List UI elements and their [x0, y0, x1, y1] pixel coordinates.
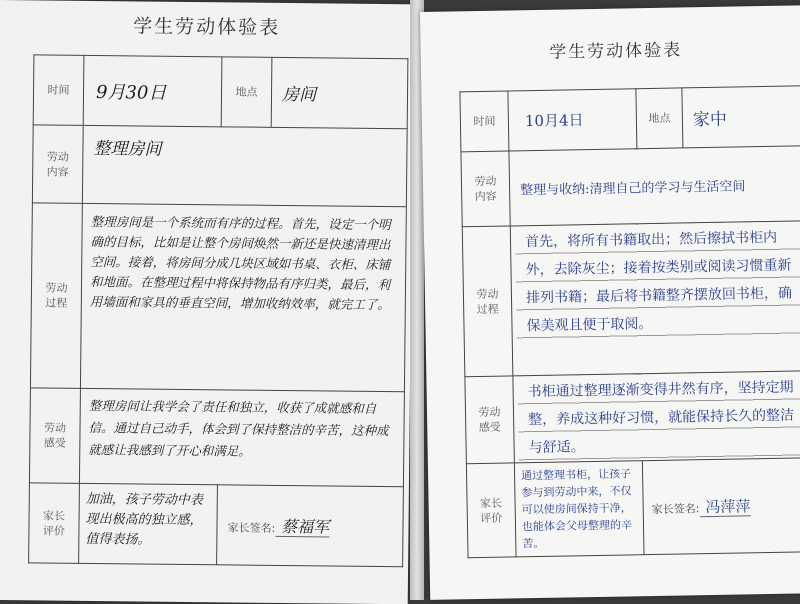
right-form-table [459, 85, 800, 558]
left-label-content-text: 劳动内容 [46, 149, 69, 179]
left-parent-sign-label: 家长签名: [227, 521, 276, 535]
left-label-process [30, 203, 82, 389]
right-parent-sign-label: 家长签名: [651, 502, 700, 517]
right-label-process [462, 226, 513, 377]
right-value-signature [642, 458, 800, 555]
right-label-content-text: 劳动内容 [474, 174, 497, 204]
left-label-place: 地点 [221, 57, 272, 128]
left-label-feeling [29, 388, 80, 484]
right-value-comment [514, 461, 644, 557]
right-value-process [510, 221, 800, 376]
right-value-feeling [513, 371, 800, 463]
left-label-content [32, 125, 83, 204]
right-value-content [509, 146, 800, 226]
left-time-text: 9月30日 [95, 81, 167, 104]
left-label-feeling-text: 劳动感受 [43, 421, 67, 450]
left-value-content [82, 125, 407, 206]
right-content-text: 整理与收纳:清理自己的学习与生活空间 [519, 178, 746, 198]
right-time-text: 10月4日 [524, 111, 584, 131]
right-signature-text: 冯萍萍 [699, 497, 750, 517]
right-feeling-text: 书柜通过整理逐渐变得井然有序，坚持定期整，养成这种好习惯，就能保持长久的整洁与舒适。 [517, 371, 800, 462]
left-value-feeling [79, 388, 404, 486]
left-comment-text: 加油，孩子劳动中表现出极高的独立感，值得表扬。 [85, 491, 203, 548]
left-page-title: 学生劳动体验表 [133, 15, 281, 39]
left-value-time [83, 55, 222, 126]
right-value-place [682, 86, 800, 148]
right-label-parent-comment-text: 家长评价 [479, 496, 503, 525]
left-form-table [28, 54, 408, 567]
right-page [420, 5, 800, 600]
right-label-feeling-text: 劳动感受 [478, 405, 501, 435]
left-label-parent-comment-text: 家长评价 [42, 508, 66, 538]
right-label-feeling [465, 376, 515, 464]
right-place-text: 家中 [692, 109, 728, 131]
left-value-comment [79, 483, 218, 564]
left-process-text: 整理房间是一个系统而有序的过程。首先，设定一个明确的目标，比如是让整个房间焕然一新还是快速清理出空间。接着，将房间分成几块区域如书桌、衣柜、床铺和地面。在整理过程中将保持物品有序归类，最后，利用墙面和家具的垂直空间，增加收纳效率，就完工了。 [89, 213, 391, 313]
left-content-text: 整理房间 [93, 138, 162, 160]
right-process-text: 首先，将所有书籍取出；然后擦拭书柜内外，去除灰尘；接着按类别或阅读习惯重新排列书籍；最后将书籍整齐摆放回书柜，确保美观且便于取阅。 [515, 221, 800, 340]
left-value-process [80, 203, 406, 391]
left-value-place [271, 57, 408, 128]
right-label-parent-comment [466, 463, 516, 558]
left-label-process-text: 劳动过程 [45, 281, 68, 310]
right-label-content [461, 151, 510, 227]
right-value-time [508, 89, 637, 151]
left-feeling-text: 整理房间让我学会了责任和独立，收获了成就感和自信。通过自己动手，体会到了保持整洁的辛苦，这种成就感让我感到了开心和满足。 [88, 397, 389, 459]
right-page-title: 学生劳动体验表 [549, 40, 683, 63]
right-label-time: 时间 [460, 91, 509, 152]
right-label-process-text: 劳动过程 [476, 287, 499, 316]
left-value-signature [217, 485, 404, 567]
left-place-text: 房间 [281, 84, 317, 106]
right-label-place: 地点 [636, 88, 683, 149]
left-label-parent-comment [29, 483, 80, 564]
left-label-time: 时间 [33, 55, 84, 126]
right-comment-text: 通过整理书柜，让孩子参与到劳动中来，不仅可以使房间保持干净，也能体会父母整理的辛苦。 [520, 467, 633, 551]
left-signature-text: 蔡福军 [275, 517, 329, 538]
